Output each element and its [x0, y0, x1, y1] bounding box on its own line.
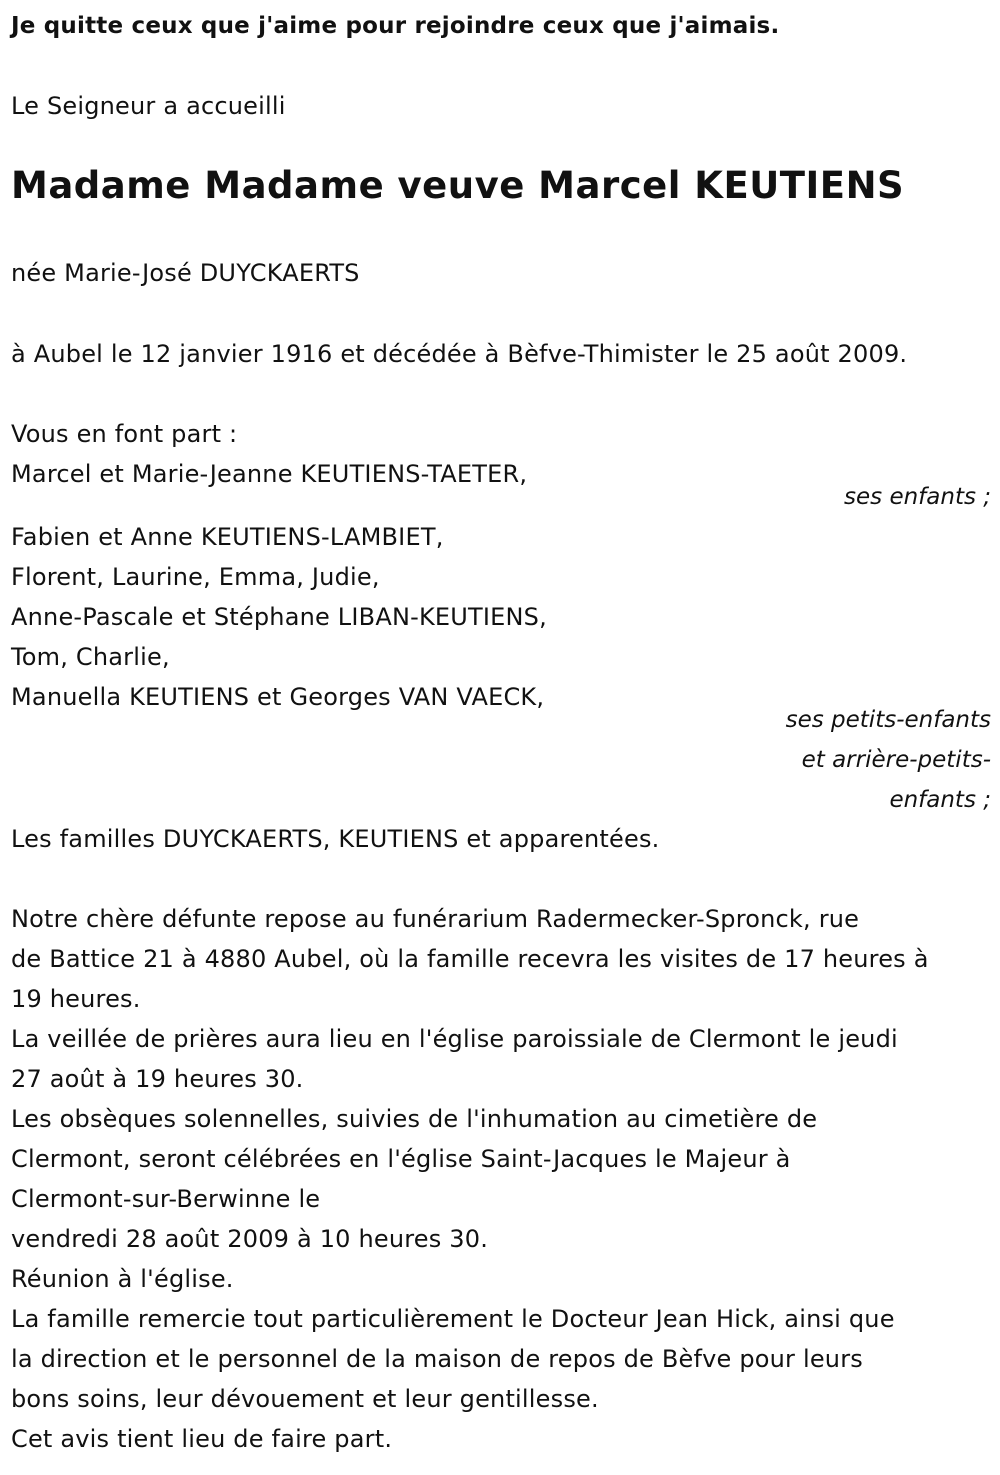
grandchildren-relation-line: ses petits-enfants — [785, 707, 991, 733]
epigraph: Je quitte ceux que j'aime pour rejoindre ceux que j'aimais. — [11, 13, 780, 39]
grandchild-line: Florent, Laurine, Emma, Judie, — [11, 563, 380, 591]
grandchild-line: Tom, Charlie, — [11, 643, 170, 671]
grandchild-line: Manuella KEUTIENS et Georges VAN VAECK, — [11, 683, 545, 711]
details-line: Notre chère défunte repose au funérarium Radermecker-Spronck, rue — [11, 905, 860, 933]
grandchild-line: Anne-Pascale et Stéphane LIBAN-KEUTIENS, — [11, 603, 547, 631]
intro-text: Le Seigneur a accueilli — [11, 92, 286, 120]
details-line: Clermont-sur-Berwinne le — [11, 1185, 321, 1213]
details-line: la direction et le personnel de la maison de repos de Bèfve pour leurs — [11, 1345, 863, 1373]
details-line: La famille remercie tout particulièrement le Docteur Jean Hick, ainsi que — [11, 1305, 895, 1333]
children-relation: ses enfants ; — [844, 484, 991, 510]
details-line: 19 heures. — [11, 985, 141, 1013]
details-line: Clermont, seront célébrées en l'église Saint-Jacques le Majeur à — [11, 1145, 791, 1173]
maiden-name: née Marie-José DUYCKAERTS — [11, 259, 360, 287]
details-line: La veillée de prières aura lieu en l'église paroissiale de Clermont le jeudi — [11, 1025, 898, 1053]
children-name: Marcel et Marie-Jeanne KEUTIENS-TAETER, — [11, 460, 528, 488]
birth-death-dates: à Aubel le 12 janvier 1916 et décédée à Bèfve-Thimister le 25 août 2009. — [11, 340, 908, 368]
details-line: bons soins, leur dévouement et leur gentillesse. — [11, 1385, 599, 1413]
deceased-name: Madame Madame veuve Marcel KEUTIENS — [11, 164, 905, 207]
details-line: vendredi 28 août 2009 à 10 heures 30. — [11, 1225, 489, 1253]
grandchildren-relation-line: et arrière-petits- — [801, 747, 991, 773]
details-line: Cet avis tient lieu de faire part. — [11, 1425, 393, 1453]
funeral-details — [11, 899, 996, 1459]
details-line: Réunion à l'église. — [11, 1265, 234, 1293]
announcement-intro: Vous en font part : — [11, 420, 238, 448]
grandchildren-relation-line: enfants ; — [889, 787, 991, 813]
details-line: 27 août à 19 heures 30. — [11, 1065, 304, 1093]
families-line: Les familles DUYCKAERTS, KEUTIENS et apparentées. — [11, 825, 660, 853]
grandchild-line: Fabien et Anne KEUTIENS-LAMBIET, — [11, 523, 444, 551]
details-line: Les obsèques solennelles, suivies de l'inhumation au cimetière de — [11, 1105, 818, 1133]
details-line: de Battice 21 à 4880 Aubel, où la famille recevra les visites de 17 heures à — [11, 945, 929, 973]
